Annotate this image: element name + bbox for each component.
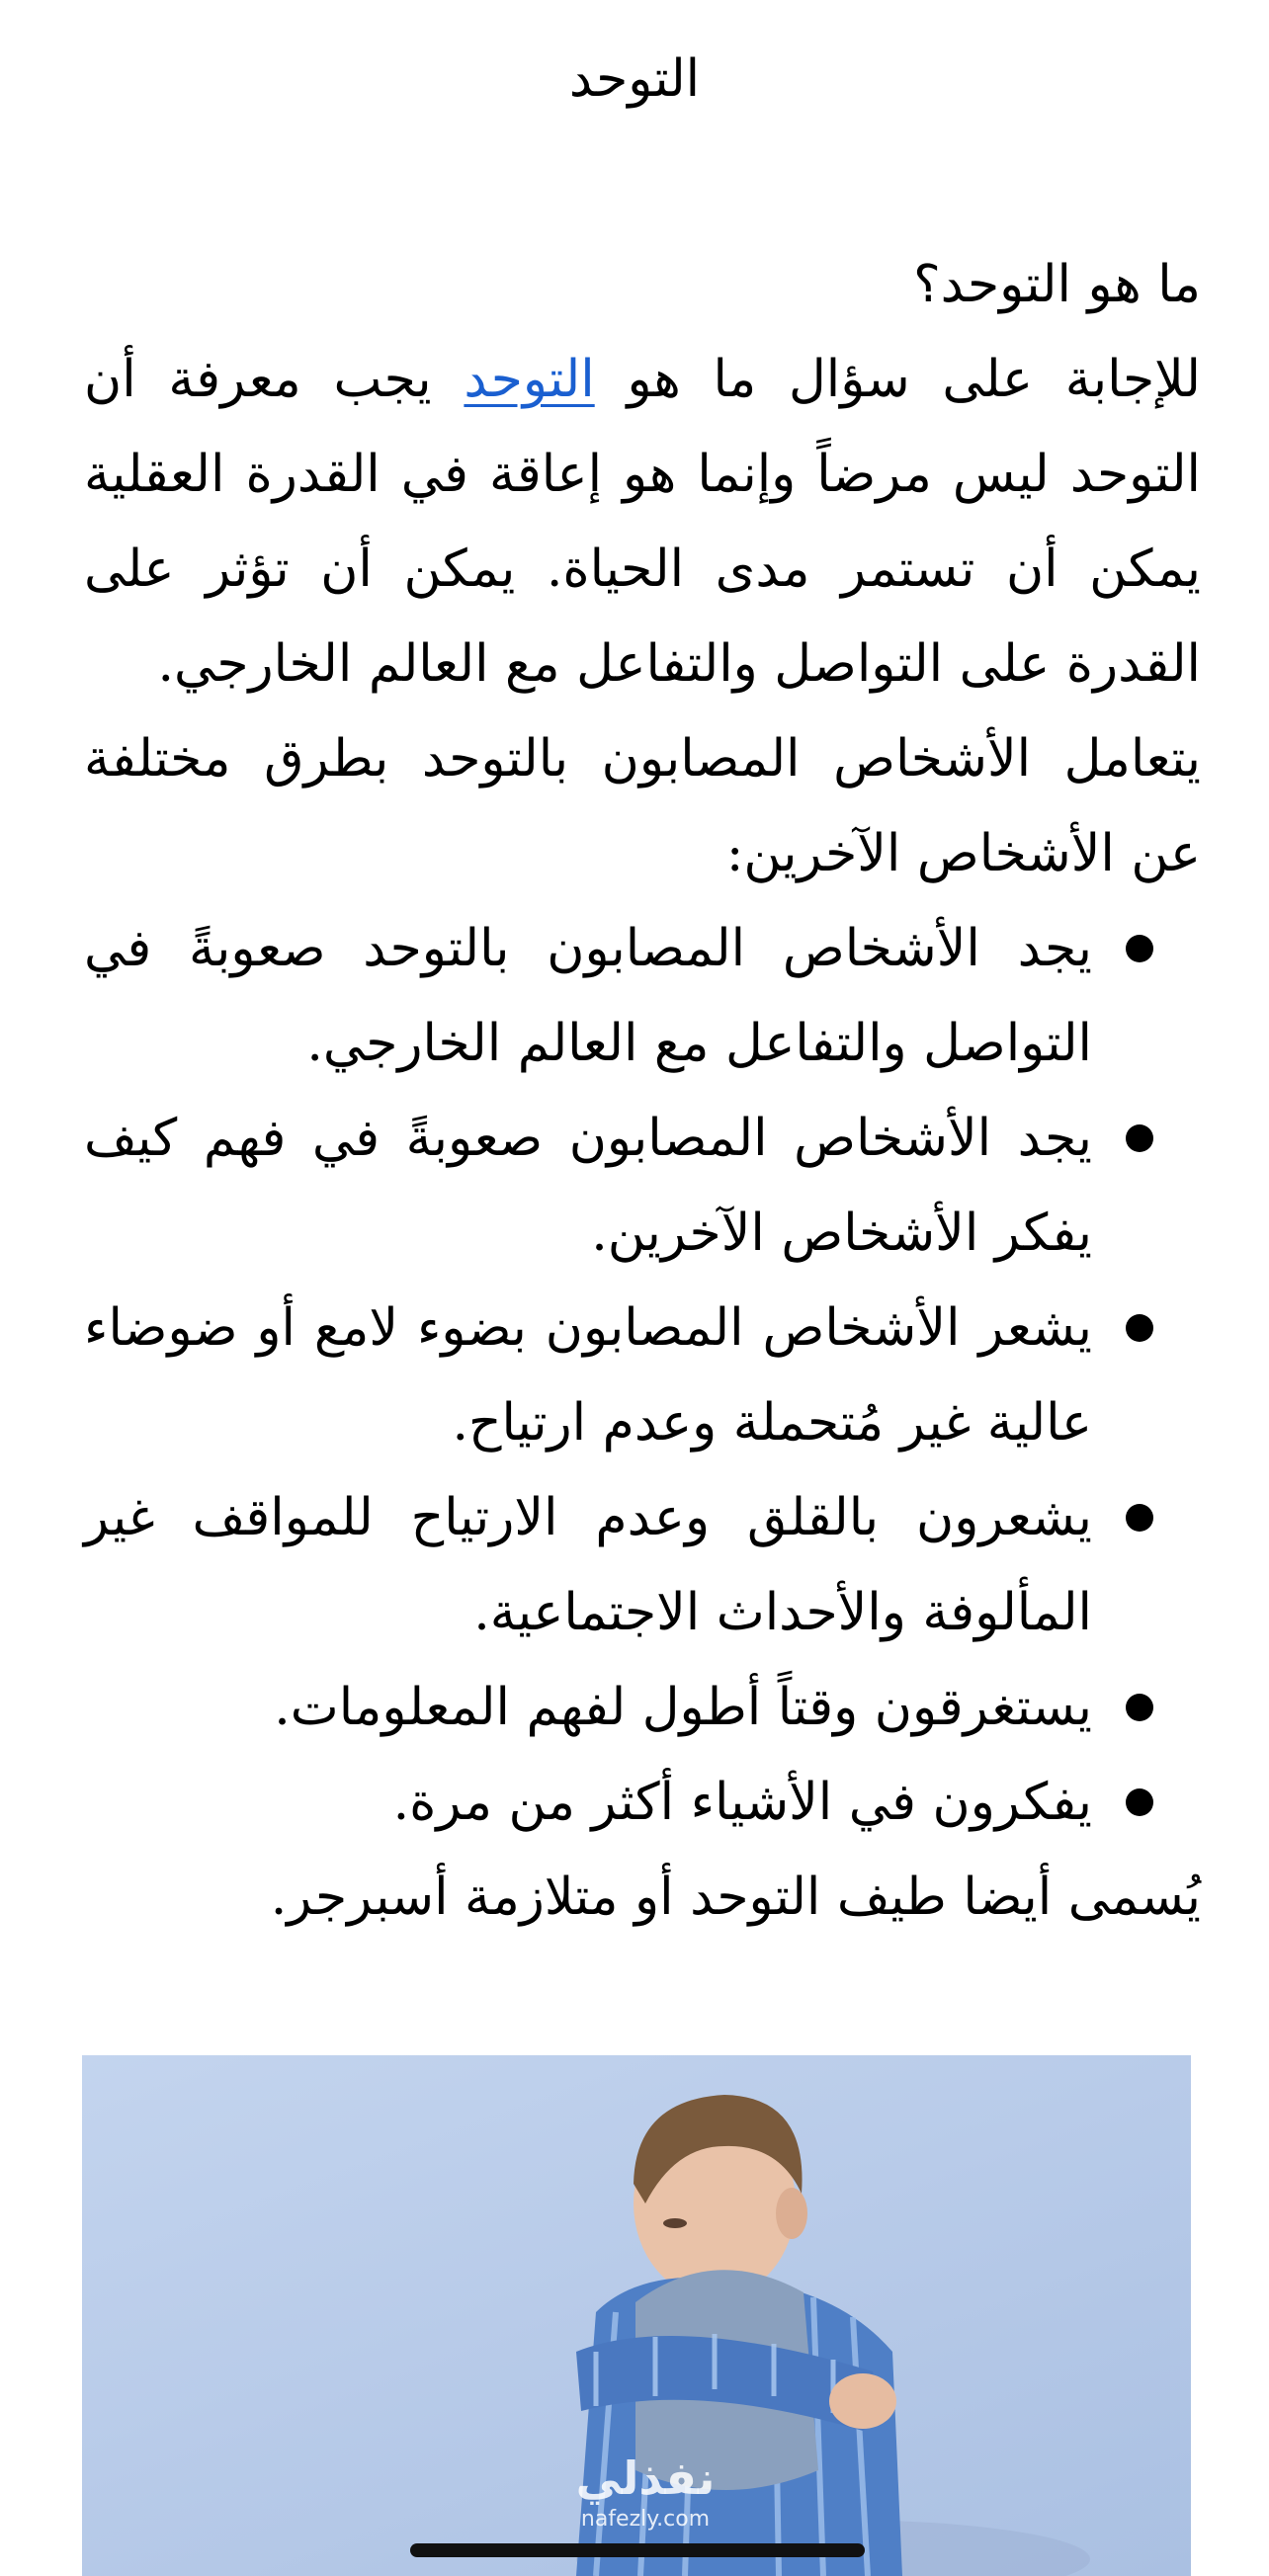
symptom-list [84, 901, 1201, 1850]
list-item-text: يفكرون في الأشياء أكثر من مرة. [392, 1773, 1092, 1832]
article-image [82, 2055, 1191, 2576]
list-item-text: يجد الأشخاص المصابون صعوبةً في فهم كيف يفكر الأشخاص الآخرين. [84, 1109, 1092, 1263]
document-title: التوحد [568, 49, 701, 109]
intro-text-after-link: يجب معرفة أن التوحد ليس مرضاً وإنما هو إعاقة في القدرة العقلية يمكن أن تستمر مدى الحياة. يمكن أن تؤثر على القدرة على التواصل والتفاعل مع العالم الخارجي. [84, 350, 1201, 694]
list-item [84, 1281, 1092, 1470]
intro-text-before-link: للإجابة على سؤال ما هو [594, 350, 1201, 409]
list-item [84, 1755, 1092, 1850]
list-item-text: يجد الأشخاص المصابون بالتوحد صعوبةً في التواصل والتفاعل مع العالم الخارجي. [84, 919, 1092, 1073]
bullet-icon [1126, 1504, 1153, 1532]
list-item-text: يشعر الأشخاص المصابون بضوء لامع أو ضوضاء عالية غير مُتحملة وعدم ارتياح. [84, 1298, 1092, 1453]
list-item-text: يستغرقون وقتاً أطول لفهم المعلومات. [274, 1678, 1092, 1737]
intro-paragraph [84, 332, 1201, 711]
list-item [84, 1091, 1092, 1281]
bullet-icon [1126, 1694, 1153, 1721]
section-heading: ما هو التوحد؟ [913, 255, 1201, 314]
list-item [84, 1660, 1092, 1755]
site-watermark [556, 2451, 734, 2534]
list-intro: يتعامل الأشخاص المصابون بالتوحد بطرق مختلفة عن الأشخاص الآخرين: [84, 729, 1201, 883]
article-body [84, 237, 1201, 1945]
list-item-text: يشعرون بالقلق وعدم الارتياح للمواقف غير المألوفة والأحداث الاجتماعية. [84, 1488, 1092, 1642]
watermark-arabic: نفذلي [575, 2451, 716, 2505]
autism-link[interactable]: التوحد [464, 350, 595, 409]
bullet-icon [1126, 935, 1153, 962]
list-item [84, 1470, 1092, 1660]
bullet-icon [1126, 1314, 1153, 1342]
closing-paragraph: يُسمى أيضا طيف التوحد أو متلازمة أسبرجر. [270, 1868, 1201, 1927]
watermark-url: nafezly.com [580, 2507, 711, 2532]
bullet-icon [1126, 1124, 1153, 1152]
home-indicator[interactable] [410, 2543, 865, 2557]
list-item [84, 901, 1092, 1091]
bullet-icon [1126, 1788, 1153, 1816]
